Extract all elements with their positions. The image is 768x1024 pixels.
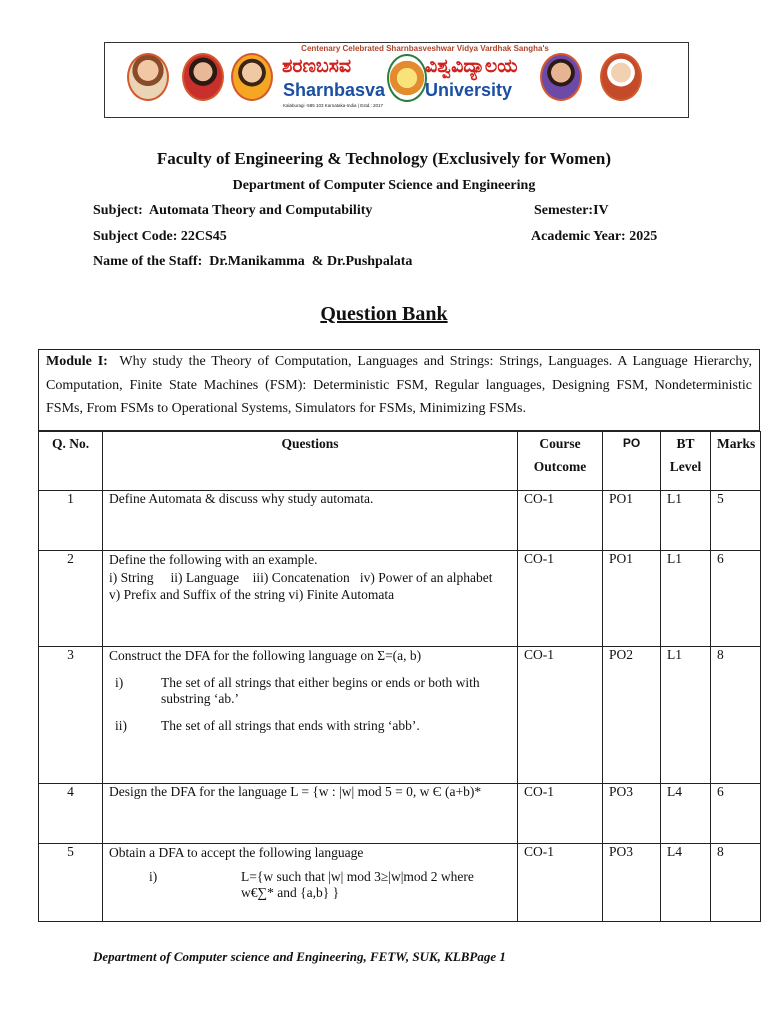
marks: 6 [711,551,761,647]
sub-question-text: L={w such that |w| mod 3≥|w|mod 2 where w€∑* and {a,b} } [241,869,474,900]
table-row [39,551,761,647]
portrait [231,53,273,101]
academic-year-label: Academic Year: 2025 [531,229,658,244]
program-outcome: PO1 [603,551,661,647]
question-line: Construct the DFA for the following language on Σ=(a, b) [109,648,422,663]
question-text [103,844,518,922]
question-number: 4 [39,784,103,844]
question-number: 5 [39,844,103,922]
header-co-line2: Outcome [533,459,587,474]
question-line: i) String ii) Language iii) Concatenation iv) Power of an alphabet v) Prefix and Suffix of the string vi) Finite Automata [109,569,507,602]
header-bt-level [661,432,711,491]
bt-level: L4 [661,844,711,922]
course-outcome: CO-1 [518,844,603,922]
program-outcome: PO1 [603,491,661,551]
banner-name-kannada-2: ವಿಶ್ವವಿದ್ಯಾಲಯ [425,55,518,77]
sub-question-text: The set of all strings that ends with string ‘abb’. [161,718,420,733]
table-row [39,491,761,551]
sub-question-number: i) [115,675,124,690]
question-number: 3 [39,647,103,784]
staff-label: Name of the Staff: Dr.Manikamma & Dr.Pushpalata [93,254,413,269]
department-title: Department of Computer Science and Engineering [232,178,536,193]
page-footer: Department of Computer science and Engineering, FETW, SUK, KLBPage 1 [93,949,506,964]
sub-question [109,718,511,734]
sub-question [109,675,511,707]
program-outcome: PO3 [603,784,661,844]
founder-portrait [127,53,169,101]
question-text: Design the DFA for the language L = {w : |w| mod 5 = 0, w Є (a+b)* [103,784,518,844]
header-bt-line1: BT [676,436,695,451]
sub-question-number: i) [149,869,158,884]
portrait [540,53,582,101]
module-description [39,350,759,421]
table-row [39,844,761,922]
subject-code-label: Subject Code: 22CS45 [93,229,227,244]
program-outcome: PO2 [603,647,661,784]
header-po: PO [603,432,661,491]
banner-name-english-2: University [425,80,513,100]
module-label: Module I: [46,354,108,369]
header-questions: Questions [103,432,518,491]
subject-label: Subject: Automata Theory and Computability [93,203,373,218]
header-co-line1: Course [539,436,581,451]
question-text [103,551,518,647]
program-outcome: PO3 [603,844,661,922]
faculty-title: Faculty of Engineering & Technology (Exclusively for Women) [156,149,612,168]
header-qno: Q. No. [39,432,103,491]
banner-name-english-1: Sharnbasva [283,80,386,100]
header-marks: Marks [711,432,761,491]
sub-question-text: The set of all strings that either begins or ends or both with substring ‘ab.’ [161,675,480,706]
marks: 8 [711,647,761,784]
course-outcome: CO-1 [518,491,603,551]
bt-level: L1 [661,491,711,551]
page-title: Question Bank [320,303,448,325]
semester-label: Semester:IV [534,203,609,218]
question-table [38,431,761,922]
bt-level: L1 [661,647,711,784]
module-text: Why study the Theory of Computation, Languages and Strings: Strings, Languages. A Language Hierarchy, Computation, Finite State Machines (FSM): Deterministic FSM, Regular languages, Designing FSM, Nondeterministic FSMs, From FSMs to Operational Systems, Simulators for FSMs, Minimizing FSMs. [46,354,753,417]
header-course-outcome [518,432,603,491]
banner-name-kannada-1: ಶರಣಬಸವ [282,55,352,77]
header-bt-line2: Level [669,459,702,474]
course-outcome: CO-1 [518,647,603,784]
portrait [182,53,224,101]
bt-level: L4 [661,784,711,844]
sub-question-number: ii) [115,718,127,733]
bt-level: L1 [661,551,711,647]
marks: 8 [711,844,761,922]
course-outcome: CO-1 [518,784,603,844]
marks: 6 [711,784,761,844]
question-text: Define Automata & discuss why study automata. [103,491,518,551]
sub-question [109,869,511,901]
university-seal-icon [387,54,427,102]
module-syllabus-box [38,349,760,431]
table-row [39,647,761,784]
question-line: Obtain a DFA to accept the following language [109,845,364,860]
university-banner [104,42,689,118]
banner-address: Kalaburagi -585 103 Karnataka-India | Estd.: 2017 [283,103,383,108]
question-text [103,647,518,784]
question-number: 2 [39,551,103,647]
course-outcome: CO-1 [518,551,603,647]
question-line: Define the following with an example. [109,552,318,567]
banner-tagline: Centenary Celebrated Sharnbasveshwar Vidya Vardhak Sangha's [301,44,549,53]
portrait [600,53,642,101]
marks: 5 [711,491,761,551]
table-row [39,784,761,844]
question-number: 1 [39,491,103,551]
table-header-row [39,432,761,491]
